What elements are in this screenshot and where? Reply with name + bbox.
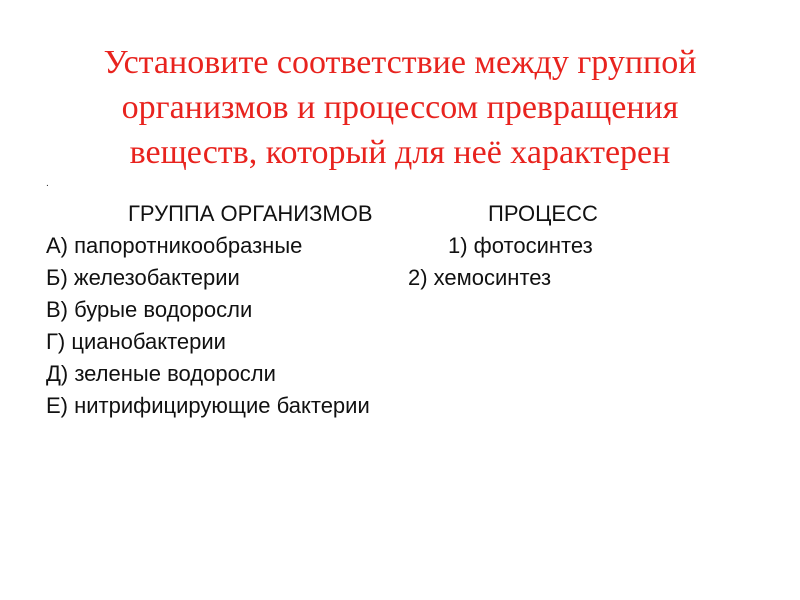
title-line-3: веществ, который для неё характерен [129, 134, 671, 171]
organism-item-b: Б) железобактерии [46, 265, 240, 290]
organism-item-e: Е) нитрифицирующие бактерии [46, 393, 370, 418]
process-item-1: 1) фотосинтез [448, 233, 593, 258]
organism-item-v: В) бурые водоросли [46, 297, 253, 322]
organism-item-a: А) папоротникообразные [46, 233, 303, 258]
process-item-2: 2) хемосинтез [408, 265, 552, 290]
title-line-1: Установите соответствие между группой [103, 44, 697, 81]
title-line-2: организмов и процессом превращения [121, 89, 679, 126]
organism-item-d: Д) зеленые водоросли [46, 361, 276, 386]
column-header-organisms: ГРУППА ОРГАНИЗМОВ [128, 201, 373, 226]
column-header-process: ПРОЦЕСС [488, 201, 598, 226]
bullet-marker: . [46, 178, 49, 189]
organism-item-g: Г) цианобактерии [46, 329, 226, 354]
slide-title [40, 40, 760, 175]
